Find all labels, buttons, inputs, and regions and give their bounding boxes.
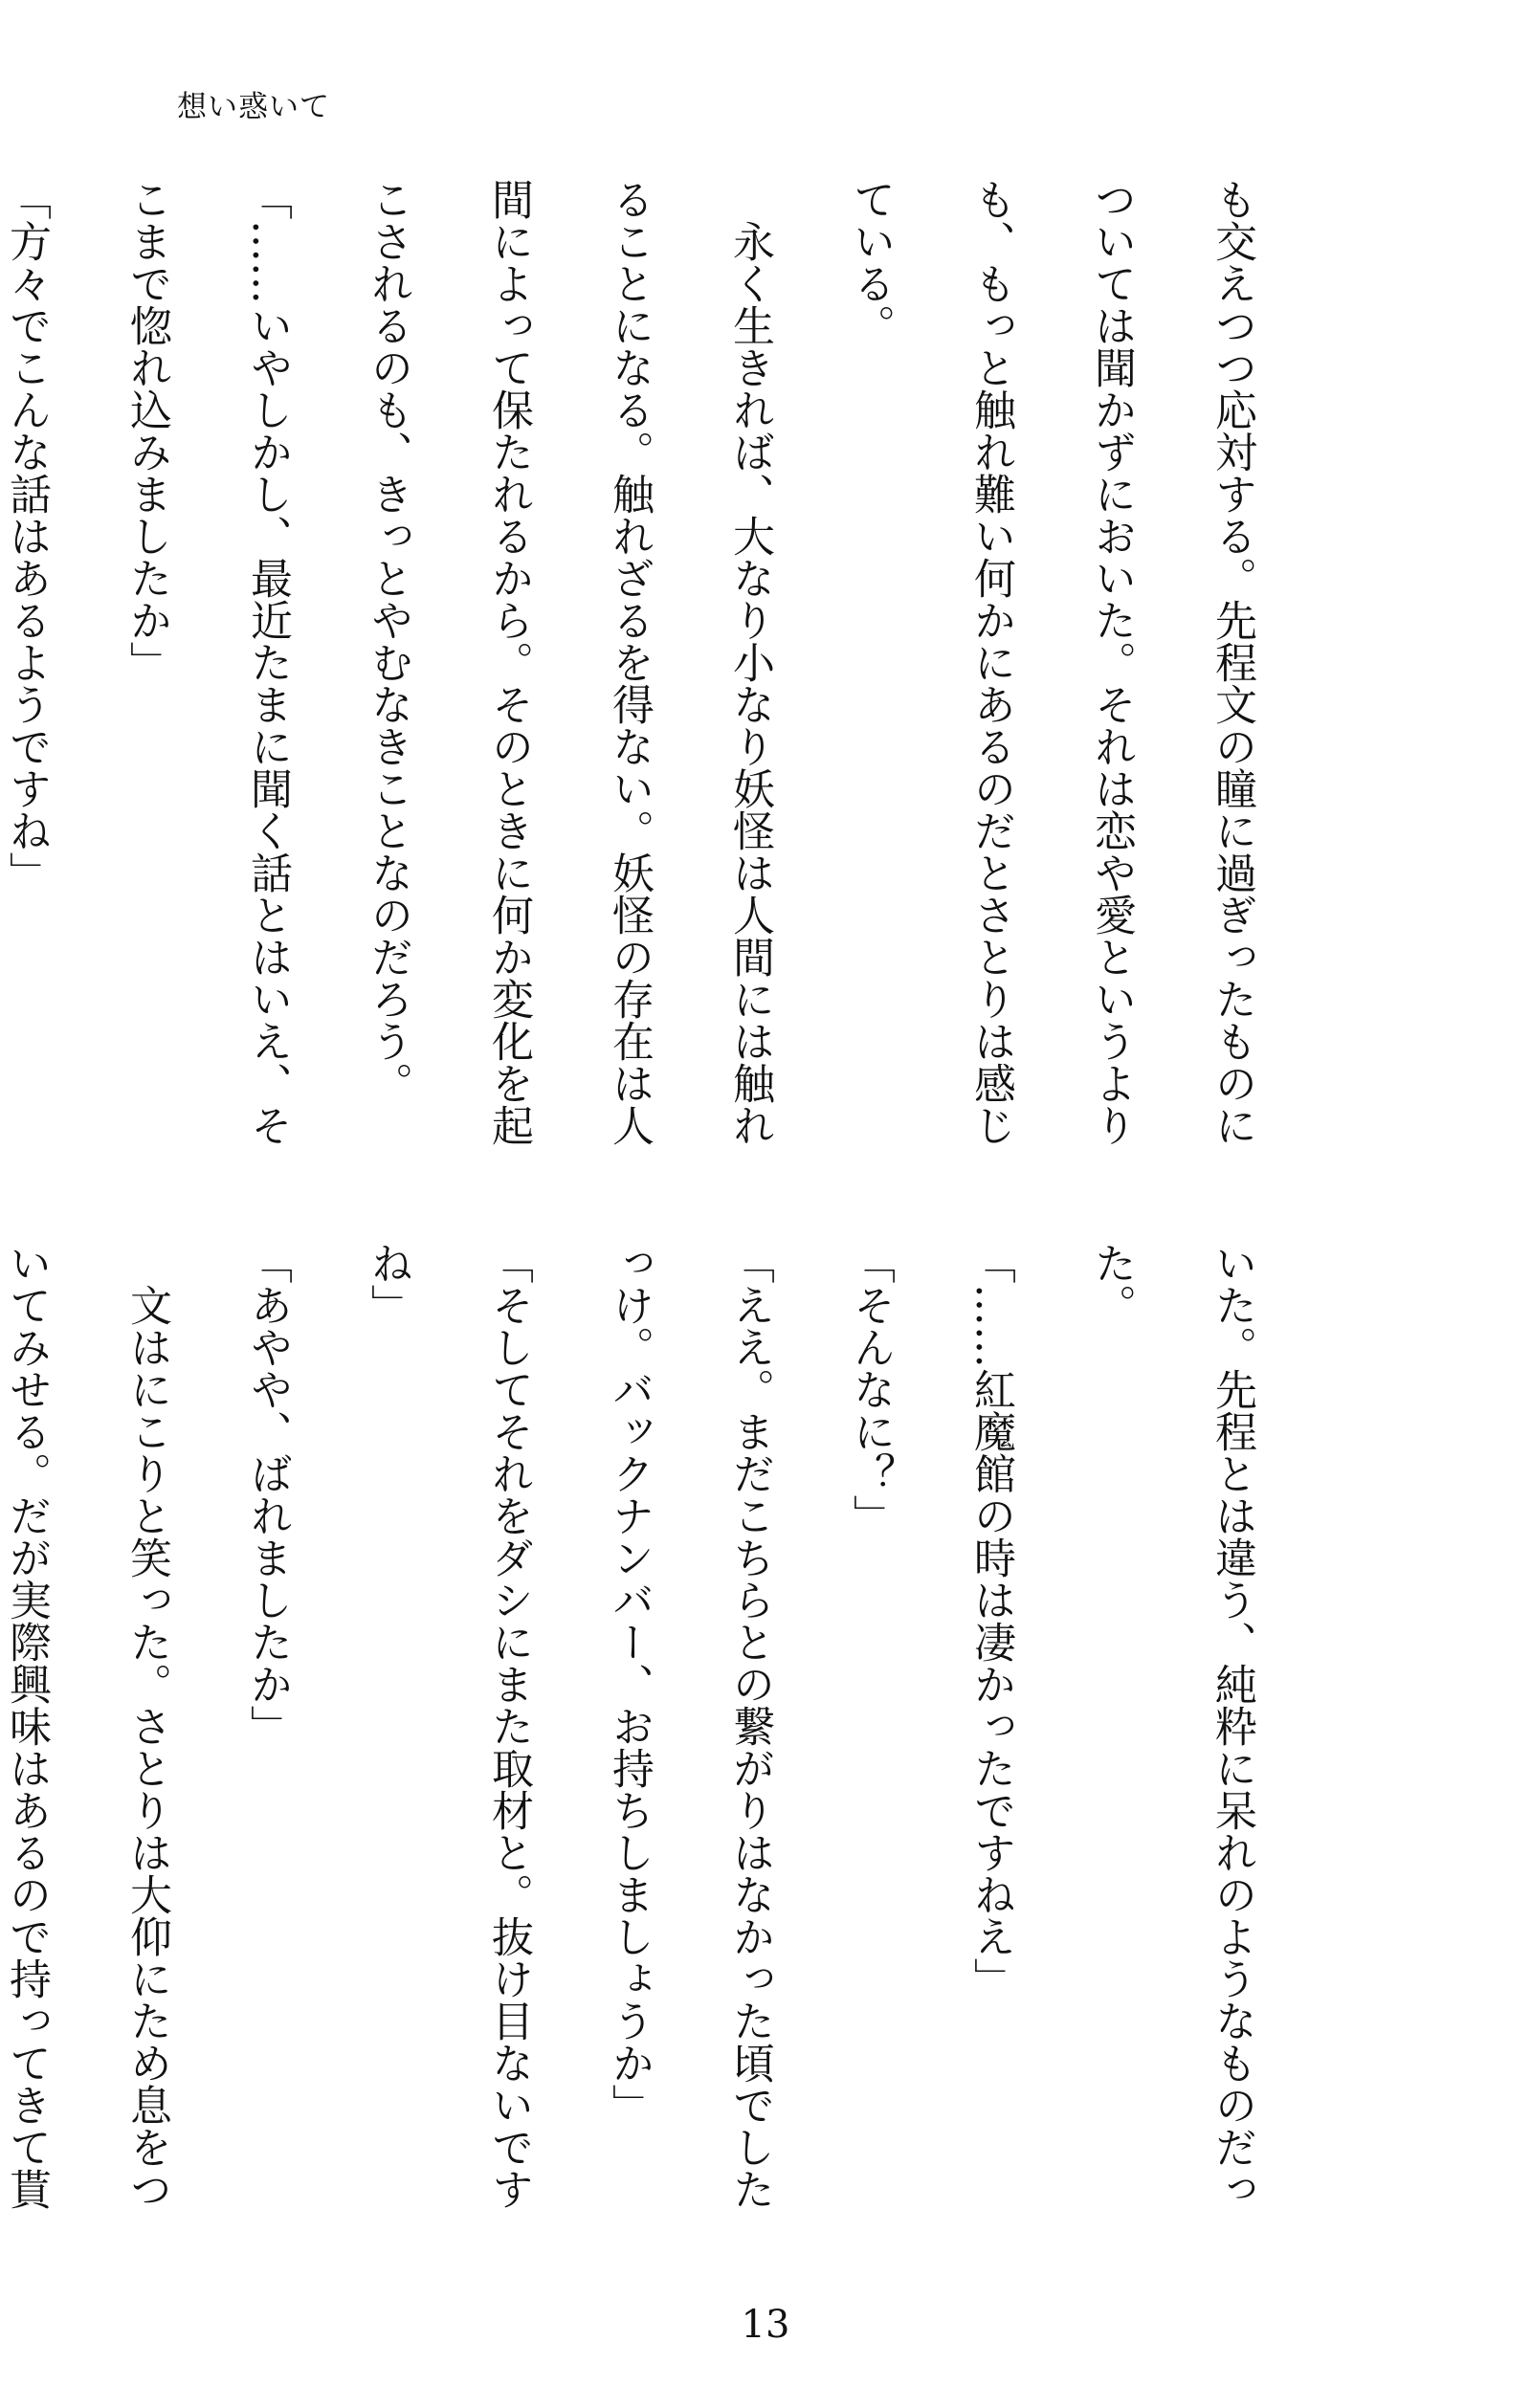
text-line: 「あやや、ばれましたか」 (243, 1242, 292, 1747)
text-line: 文はにこりと笑った。さとりは大仰にため息をつ (122, 1242, 171, 2210)
text-line: も、もっと触れ難い何かにあるのだとさとりは感じ (966, 178, 1015, 1146)
text-line: 間によって保たれるから。そのときに何か変化を起 (484, 178, 533, 1146)
text-line: 「……紅魔館の時は凄かったですねえ」 (966, 1242, 1015, 1999)
running-header: 想い惑いて (177, 90, 330, 124)
text-line: いてみせる。だが実際興味はあるので持ってきて貰 (2, 1242, 51, 2210)
text-line: た。 (1087, 1242, 1136, 1326)
text-line: ね」 (364, 1242, 412, 1326)
text-line: ている。 (846, 178, 895, 346)
text-line: いた。先程とは違う、純粋に呆れのようなものだっ (1208, 1242, 1256, 2210)
text-line: こまで惚れ込みましたか」 (122, 178, 171, 683)
upper-text-block (2, 178, 1292, 1232)
text-line: こされるのも、きっとやむなきことなのだろう。 (364, 178, 412, 1104)
text-line: 「そんなに？」 (846, 1242, 895, 1536)
text-line: ることになる。触れざるを得ない。妖怪の存在は人 (605, 178, 654, 1146)
text-line: 「ええ。まだこちらとの繋がりはなかった頃でした (725, 1242, 774, 2210)
page-number: 13 (741, 2303, 790, 2347)
lower-text-block (2, 1242, 1292, 2296)
text-line: 永く生きれば、大なり小なり妖怪は人間には触れ (725, 178, 774, 1146)
text-line: も交えつつ応対する。先程文の瞳に過ぎったものに (1208, 178, 1256, 1146)
text-line: 「そしてそれをダシにまた取材と。抜け目ないです (484, 1242, 533, 2210)
text-line: っけ。バックナンバー、お持ちしましょうか」 (605, 1242, 654, 2126)
text-line: 「……いやしかし、最近たまに聞く話とはいえ、そ (243, 178, 292, 1146)
text-line: ついては聞かずにおいた。それは恋や愛というより (1087, 178, 1136, 1146)
text-line: 「方々でこんな話はあるようですね」 (2, 178, 51, 894)
